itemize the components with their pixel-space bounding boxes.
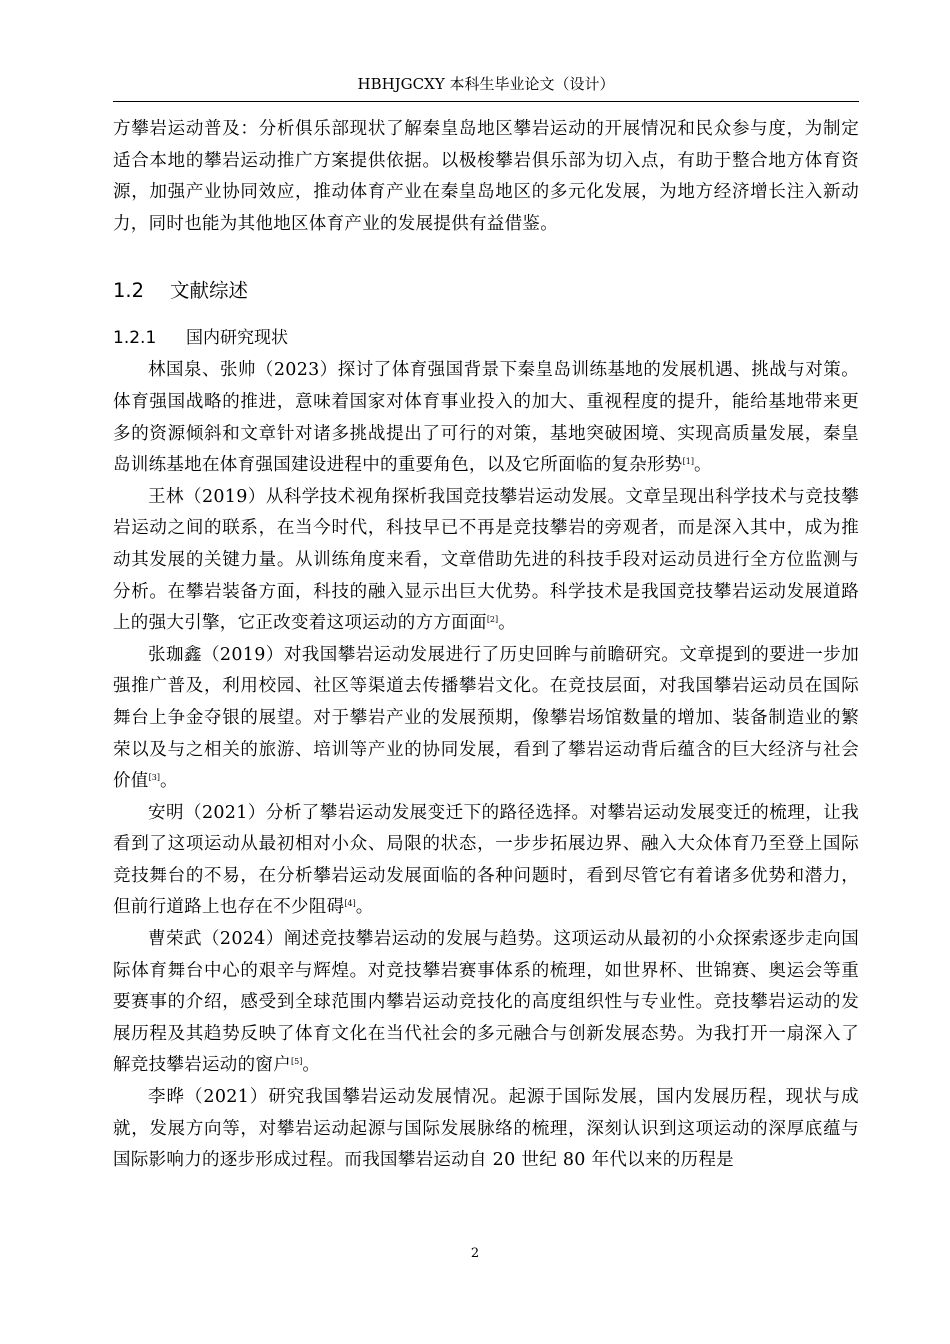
paragraph-end: 。	[159, 771, 178, 792]
paragraph-end: 。	[693, 455, 712, 476]
page-number: 2	[470, 1246, 480, 1261]
section-heading	[113, 277, 859, 305]
subsection-title: 国内研究现状	[186, 328, 288, 349]
paragraph-text: 王林（2019）从科学技术视角探析我国竞技攀岩运动发展。文章呈现出科学技术与竞技攀岩运动之间的联系，在当今时代，科技早已不再是竞技攀岩的旁观者，而是深入其中，成为推动其发展的关键力量。从训练角度来看，文章借助先进的科技手段对运动员进行全方位监测与分析。在攀岩装备方面，科技的融入显示出巨大优势。科学技术是我国竞技攀岩运动发展道路上的强大引擎，它正改变着这项运动的方方面面	[113, 486, 859, 634]
citation-ref[interactable]: [1]	[682, 457, 694, 467]
body-paragraph	[113, 640, 859, 798]
running-header: HBHJGCXY 本科生毕业论文（设计）	[357, 75, 615, 93]
paragraph-end: 。	[355, 897, 374, 918]
paragraph-text: 张珈鑫（2019）对我国攀岩运动发展进行了历史回眸与前瞻研究。文章提到的要进一步加强推广普及，利用校园、社区等渠道去传播攀岩文化。在竞技层面，对我国攀岩运动员在国际舞台上争金夺银的展望。对于攀岩产业的发展预期，像攀岩场馆数量的增加、装备制造业的繁荣以及与之相关的旅游、培训等产业的协同发展，看到了攀岩运动背后蕴含的巨大经济与社会价值	[113, 644, 859, 792]
citation-ref[interactable]: [4]	[344, 899, 356, 909]
intro-paragraph: 方攀岩运动普及：分析俱乐部现状了解秦皇岛地区攀岩运动的开展情况和民众参与度，为制定适合本地的攀岩运动推广方案提供依据。以极梭攀岩俱乐部为切入点，有助于整合地方体育资源，加强产业协同效应，推动体育产业在秦皇岛地区的多元化发展，为地方经济增长注入新动力，同时也能为其他地区体育产业的发展提供有益借鉴。	[113, 119, 859, 234]
section-number: 1.2	[113, 279, 145, 303]
paragraph-text: 林国泉、张帅（2023）探讨了体育强国背景下秦皇岛训练基地的发展机遇、挑战与对策。体育强国战略的推进，意味着国家对体育事业投入的加大、重视程度的提升，能给基地带来更多的资源倾斜和文章针对诸多挑战提出了可行的对策，基地突破困境、实现高质量发展，秦皇岛训练基地在体育强国建设进程中的重要角色，以及它所面临的复杂形势	[113, 360, 859, 476]
citation-ref[interactable]: [2]	[486, 615, 499, 625]
citation-ref[interactable]: [5]	[291, 1057, 303, 1067]
subsection-heading	[113, 325, 859, 351]
header-rule	[113, 101, 859, 102]
section-title: 文献综述	[170, 279, 249, 303]
paragraph-end: 。	[498, 613, 516, 634]
paragraph-text: 李晔（2021）研究我国攀岩运动发展情况。起源于国际发展，国内发展历程，现状与成就，发展方向等，对攀岩运动起源与国际发展脉络的梳理，深刻认识到这项运动的深厚底蕴与国际影响力的逐步形成过程。而我国攀岩运动自 20 世纪 80 年代以来的历程是	[113, 1087, 859, 1171]
subsection-number: 1.2.1	[113, 328, 157, 349]
body-paragraph	[113, 482, 859, 640]
citation-ref[interactable]: [3]	[148, 773, 160, 783]
body-paragraph	[113, 798, 859, 924]
page-content	[113, 114, 859, 1177]
body-paragraph	[113, 1082, 859, 1177]
paragraph-end: 。	[302, 1055, 321, 1076]
body-paragraph	[113, 924, 859, 1082]
body-paragraph	[113, 355, 859, 481]
paragraph-text: 曹荣武（2024）阐述竞技攀岩运动的发展与趋势。这项运动从最初的小众探索逐步走向国际体育舞台中心的艰辛与辉煌。对竞技攀岩赛事体系的梳理，如世界杯、世锦赛、奥运会等重要赛事的介绍，感受到全球范围内攀岩运动竞技化的高度组织性与专业性。竞技攀岩运动的发展历程及其趋势反映了体育文化在当代社会的多元融合与创新发展态势。为我打开一扇深入了解竞技攀岩运动的窗户	[113, 929, 859, 1076]
paragraph-text: 安明（2021）分析了攀岩运动发展变迁下的路径选择。对攀岩运动发展变迁的梳理，让我看到了这项运动从最初相对小众、局限的状态，一步步拓展边界、融入大众体育乃至登上国际竞技舞台的不易，在分析攀岩运动发展面临的各种问题时，看到尽管它有着诸多优势和潜力，但前行道路上也存在不少阻碍	[113, 802, 859, 918]
